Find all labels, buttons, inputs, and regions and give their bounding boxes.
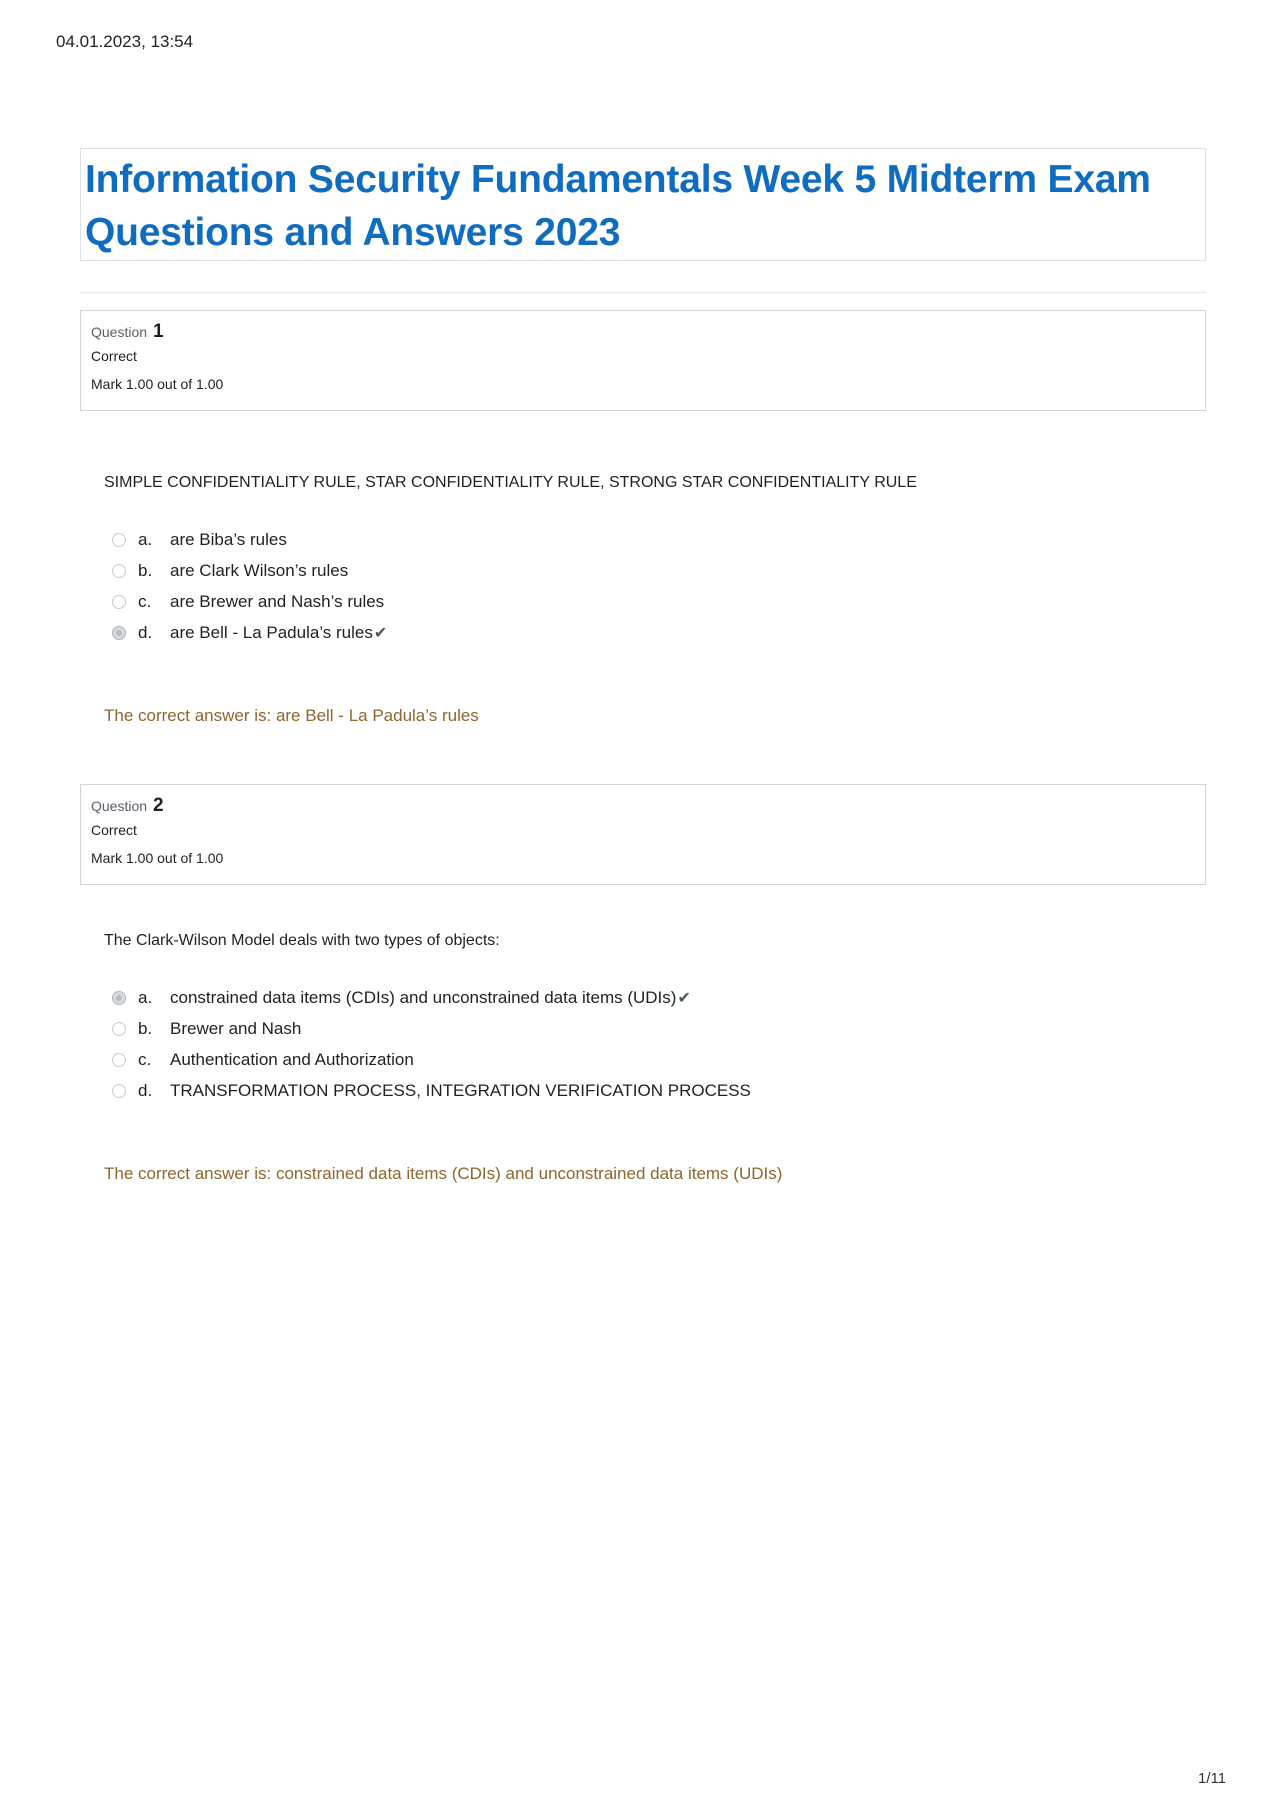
option-letter: b. [138,1019,153,1038]
print-datetime: 04.01.2023, 13:54 [56,32,194,51]
question-number [91,321,1195,345]
option-text: are Bell - La Padula’s rules✔ [170,623,388,642]
option-letter: d. [138,1081,153,1100]
answer-option-b[interactable] [112,561,1012,592]
page-number: 1/11 [1198,1770,1227,1787]
answer-option-d[interactable] [112,1081,1012,1112]
radio-button[interactable] [112,564,126,578]
page-title-box [80,148,1206,261]
page-title [85,153,1201,259]
question-1-text: SIMPLE CONFIDENTIALITY RULE, STAR CONFIDENTIALITY RULE, STRONG STAR CONFIDENTIALITY RULE [104,474,917,491]
radio-button-selected[interactable] [112,991,126,1005]
question-state: Correct [91,822,137,838]
answer-option-a[interactable] [112,988,1012,1019]
question-grade: Mark 1.00 out of 1.00 [91,376,224,392]
radio-button[interactable] [112,1053,126,1067]
radio-button[interactable] [112,595,126,609]
option-letter: b. [138,561,153,580]
question-grade: Mark 1.00 out of 1.00 [91,850,224,866]
question-label: Question [91,798,148,814]
question-2-info [80,784,1206,885]
question-number-value: 2 [152,795,164,816]
correct-check-icon: ✔ [373,625,388,642]
answer-option-d[interactable] [112,623,1012,654]
answer-option-c[interactable] [112,1050,1012,1081]
option-text: are Clark Wilson’s rules [170,561,349,580]
question-1-info [80,310,1206,411]
question-1-feedback: The correct answer is: are Bell - La Padula’s rules [104,706,479,725]
option-text: Authentication and Authorization [170,1050,414,1069]
answer-option-c[interactable] [112,592,1012,623]
radio-button-selected[interactable] [112,626,126,640]
option-letter: c. [138,592,152,611]
question-2-answers [112,988,1012,1112]
question-number-value: 1 [152,321,164,342]
question-1-answers [112,530,1012,654]
option-letter: a. [138,988,153,1007]
option-text: are Brewer and Nash’s rules [170,592,385,611]
option-text: TRANSFORMATION PROCESS, INTEGRATION VERIFICATION PROCESS [170,1081,751,1100]
question-2-text: The Clark-Wilson Model deals with two types of objects: [104,932,500,949]
option-letter: c. [138,1050,152,1069]
divider [80,292,1206,293]
radio-button[interactable] [112,533,126,547]
correct-check-icon: ✔ [677,990,691,1007]
radio-button[interactable] [112,1084,126,1098]
question-number [91,795,1195,819]
answer-option-b[interactable] [112,1019,1012,1050]
option-text: Brewer and Nash [170,1019,302,1038]
answer-option-a[interactable] [112,530,1012,561]
option-text: constrained data items (CDIs) and unconstrained data items (UDIs)✔ [170,988,691,1007]
question-state: Correct [91,348,137,364]
option-letter: a. [138,530,153,549]
question-2-feedback: The correct answer is: constrained data items (CDIs) and unconstrained data items (UDIs) [104,1164,783,1183]
page-title-line-1: Information Security Fundamentals Week 5 Midterm Exam [85,158,1151,201]
option-text: are Biba’s rules [170,530,287,549]
option-letter: d. [138,623,153,642]
radio-button[interactable] [112,1022,126,1036]
page-title-line-2: Questions and Answers 2023 [85,211,621,254]
question-label: Question [91,324,148,340]
